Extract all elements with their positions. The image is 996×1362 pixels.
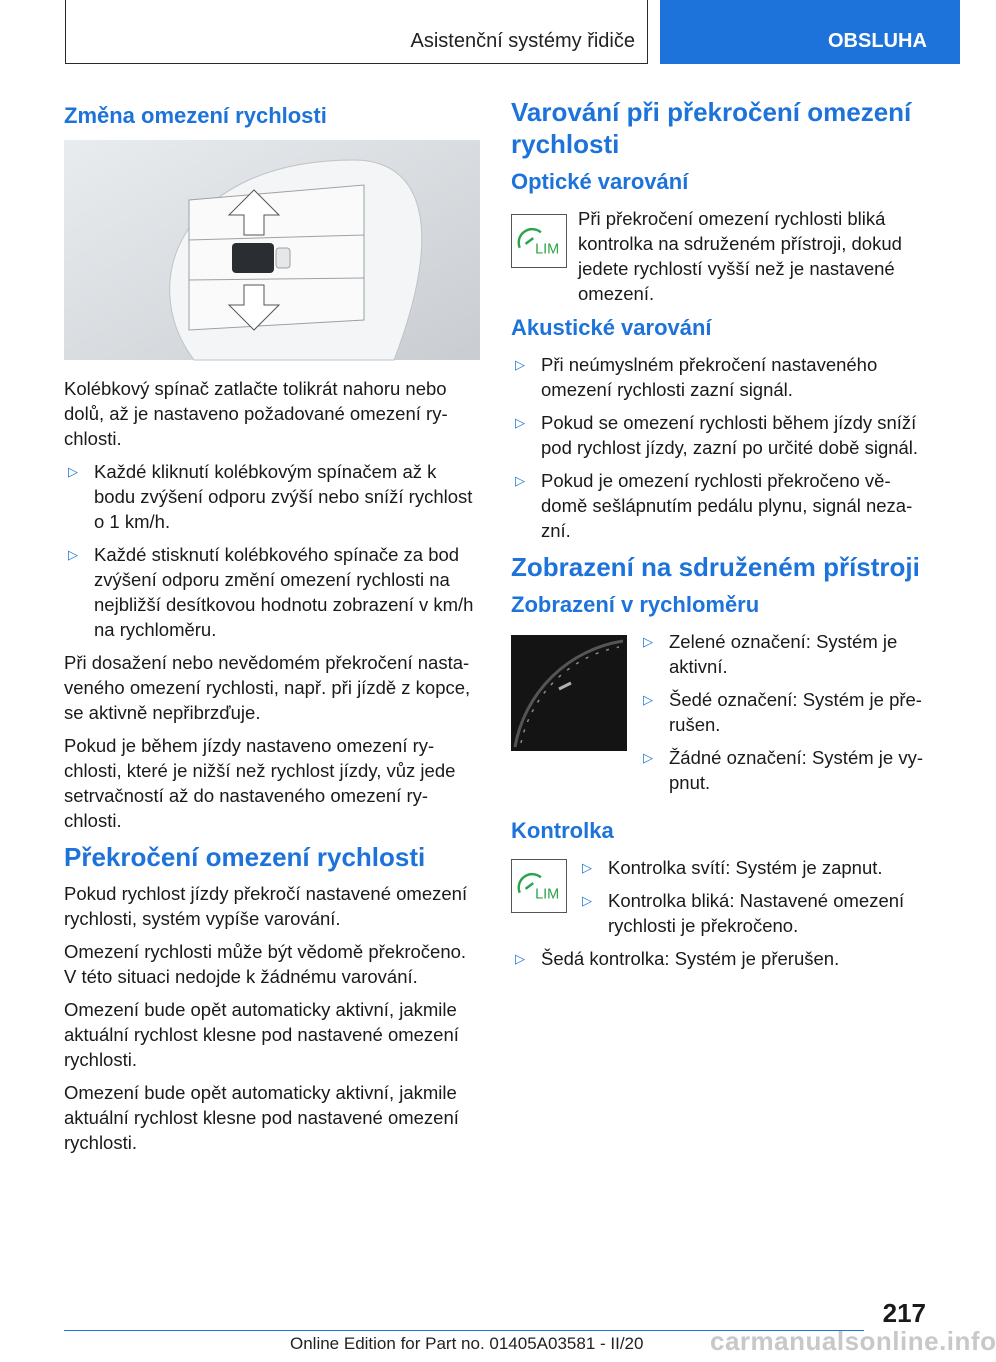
optical-warning-block xyxy=(511,206,929,306)
list-item: ▷ Žádné označení: Systém je vy- pnut. xyxy=(639,745,929,795)
watermark-text: carmanualsonline.info xyxy=(710,1326,996,1356)
page-number: 217 xyxy=(882,1298,926,1328)
speedometer-image xyxy=(511,635,627,751)
header-box xyxy=(65,0,648,64)
list-item: ▷ Každé stisknutí kolébkového spínače za bod zvýšení odporu změní omezení rychlosti na nejbližší desítkovou hodnotu zobrazení v km/h na rychloměru. xyxy=(64,542,480,642)
heading-change-limit: Změna omezení rychlosti xyxy=(64,103,327,128)
heading-cluster-display: Zobrazení na sdruženém přístroji xyxy=(511,552,920,582)
lim-icon-label: LIM xyxy=(535,886,560,903)
list-item: ▷ Kontrolka bliká: Nastavené omezení rychlosti je překročeno. xyxy=(578,888,929,938)
list-item: ▷ Pokud se omezení rychlosti během jízdy sníží pod rychlost jízdy, zazní po určité době signál. xyxy=(511,410,929,460)
heading-speedometer-display: Zobrazení v rychloměru xyxy=(511,592,760,617)
paragraph-no-braking: Při dosažení nebo nevědomém překročení nasta- veného omezení rychlosti, např. při jízdě z kopce, se aktivně nepřibrzďuje. xyxy=(64,652,471,723)
kontrolka-block xyxy=(511,855,929,938)
lim-icon-label: LIM xyxy=(535,241,560,258)
lim-indicator-icon xyxy=(511,214,567,268)
lim-indicator-icon xyxy=(511,859,567,913)
list-item: ▷ Pokud je omezení rychlosti překročeno vě- domě sešlápnutím pedálu plynu, signál neza- zní. xyxy=(511,468,929,543)
speedometer-block xyxy=(511,629,929,795)
list-item: ▷ Šedé označení: Systém je pře- rušen. xyxy=(639,687,929,737)
list-acoustic xyxy=(511,352,929,543)
paragraph-warning-shown: Pokud rychlost jízdy překročí nastavené omezení rychlosti, systém vypíše varování. xyxy=(64,883,468,929)
paragraph-reactivate-2: Omezení bude opět automaticky aktivní, jakmile aktuální rychlost klesne pod nastavené omezení rychlosti. xyxy=(64,1082,459,1153)
right-column xyxy=(511,96,929,979)
paragraph-rocker: Kolébkový spínač zatlačte tolikrát nahoru nebo dolů, až je nastaveno požadované omezení ry- chlosti. xyxy=(64,378,448,449)
heading-acoustic-warning: Akustické varování xyxy=(511,315,712,340)
list-item: ▷ Zelené označení: Systém je aktivní. xyxy=(639,629,929,679)
list-kontrolka xyxy=(511,855,929,938)
list-rocker-steps xyxy=(64,459,480,642)
list-item: ▷ Každé kliknutí kolébkovým spínačem až k bodu zvýšení odporu zvýší nebo sníží rychlost o 1 km/h. xyxy=(64,459,480,534)
paragraph-optical: Při překročení omezení rychlosti bliká kontrolka na sdruženém přístroji, dokud jedete rychlostí vyšší než je nastavené omezení. xyxy=(578,208,902,304)
footer-edition: Online Edition for Part no. 01405A03581 - II/20 xyxy=(290,1334,644,1353)
list-item: ▷ Šedá kontrolka: Systém je přerušen. xyxy=(511,946,929,971)
list-item: ▷ Kontrolka svítí: Systém je zapnut. xyxy=(578,855,929,880)
rocker-switch-image xyxy=(64,140,480,360)
heading-warning-exceed: Varování při překročení omezení rychlosti xyxy=(511,97,912,159)
header-tab-obsluha[interactable]: OBSLUHA xyxy=(660,0,960,64)
left-column xyxy=(64,96,480,1163)
header-section-title: Asistenční systémy řidiče xyxy=(410,30,635,52)
list-item: ▷ Při neúmyslném překročení nastaveného omezení rychlosti zazní signál. xyxy=(511,352,929,402)
paragraph-reactivate-1: Omezení bude opět automaticky aktivní, jakmile aktuální rychlost klesne pod nastavené omezení rychlosti. xyxy=(64,999,459,1070)
heading-optical-warning: Optické varování xyxy=(511,169,689,194)
heading-kontrolka: Kontrolka xyxy=(511,818,614,843)
paragraph-exceed-knowingly: Omezení rychlosti může být vědomě překročeno. V této situaci nedojde k žádnému varování. xyxy=(64,941,467,987)
list-grey-kontrolka xyxy=(511,946,929,971)
paragraph-coasting: Pokud je během jízdy nastaveno omezení ry- chlosti, které je nižší než rychlost jízdy, vůz jede setrvačností až do nastaveného omezení ry- chlosti. xyxy=(64,735,456,831)
heading-exceed-limit: Překročení omezení rychlosti xyxy=(64,842,426,872)
